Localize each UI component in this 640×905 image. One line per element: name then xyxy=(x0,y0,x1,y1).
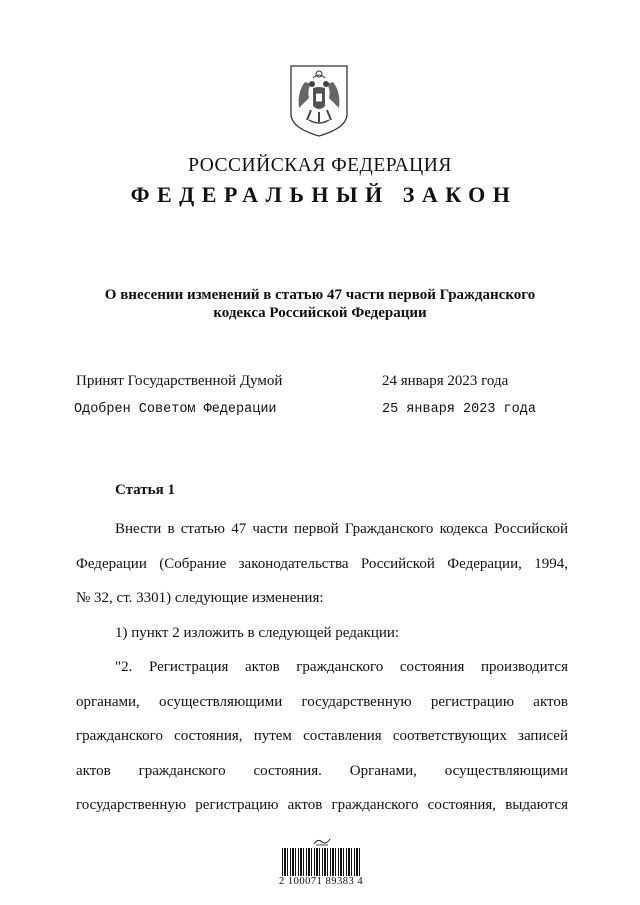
article-body xyxy=(76,512,568,823)
law-title xyxy=(60,286,580,322)
document-type: ФЕДЕРАЛЬНЫЙ ЗАКОН xyxy=(130,182,518,207)
law-title-line: О внесении изменений в статью 47 части первой Гражданского xyxy=(104,287,536,303)
coat-of-arms-emblem-icon xyxy=(287,62,351,138)
signature-mark-icon xyxy=(312,836,332,846)
paragraph-line: Федерации (Собрание законодательства Российской Федерации, 1994, xyxy=(76,555,568,572)
paragraph-line: 1) пункт 2 изложить в следующей редакции: xyxy=(115,624,400,641)
paragraph-line: органами, осуществляющими государственную регистрацию актов xyxy=(76,693,568,710)
paragraph-line: государственную регистрацию актов гражданского состояния, выдаются xyxy=(76,797,568,813)
paragraph-line: актов гражданского состояния. Органами, осуществляющими xyxy=(76,762,568,779)
law-title-line: кодекса Российской Федерации xyxy=(213,305,427,321)
council-approval-label: Одобрен Советом Федерации xyxy=(74,402,277,417)
country-name: РОССИЙСКАЯ ФЕДЕРАЦИЯ xyxy=(188,155,452,176)
article-heading: Статья 1 xyxy=(115,482,175,498)
paragraph-line: гражданского состояния, путем составления соответствующих записей xyxy=(76,728,568,744)
council-approval-date: 25 января 2023 года xyxy=(382,402,536,417)
paragraph-line: "2. Регистрация актов гражданского состояния производится xyxy=(115,659,568,675)
barcode xyxy=(278,836,364,890)
barcode-bars xyxy=(282,848,360,876)
duma-adoption-date: 24 января 2023 года xyxy=(382,373,509,389)
barcode-number: 2 100071 89383 4 xyxy=(278,876,364,887)
paragraph-line: Внести в статью 47 части первой Гражданского кодекса Российской xyxy=(115,521,568,537)
duma-adoption-label: Принят Государственной Думой xyxy=(76,373,283,389)
paragraph-line: № 32, ст. 3301) следующие изменения: xyxy=(76,590,324,606)
